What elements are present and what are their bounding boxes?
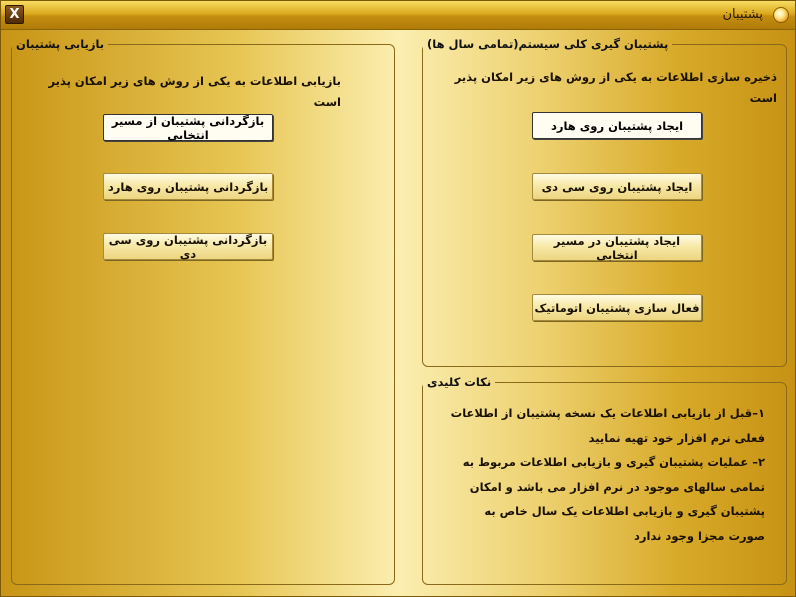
- title-bar: [1, 1, 795, 30]
- window-title: پشتیبان: [722, 7, 763, 22]
- key-points-notes: [445, 401, 765, 548]
- backup-to-hard-button[interactable]: ایجاد پشتیبان روی هارد: [532, 112, 702, 139]
- restore-from-cd-button[interactable]: بازگردانی پشتیبان روی سی دی: [103, 233, 273, 260]
- full-backup-description: ذخیره سازی اطلاعات به یکی از روش های زیر امکان پذیر است: [454, 70, 777, 105]
- app-icon: [773, 7, 789, 23]
- key-point-2: ۲– عملیات پشتیبان گیری و بازیابی اطلاعات مربوط به تمامی سالهای موجود در نرم افزار می باشد و امکان پشتیبان گیری و بازیابی اطلاعات یک سال خاص به صورت مجزا وجود ندارد: [462, 455, 765, 543]
- restore-legend: بازیابی پشتیبان: [16, 37, 105, 51]
- full-backup-legend: پشتیبان گیری کلی سیستم(تمامی سال ها): [427, 37, 669, 51]
- restore-description: بازیابی اطلاعات به یکی از روش های زیر امکان پذیر است: [48, 74, 341, 109]
- close-button[interactable]: X: [5, 5, 24, 24]
- backup-to-cd-button[interactable]: ایجاد پشتیبان روی سی دی: [532, 173, 702, 200]
- auto-backup-button[interactable]: فعال سازی پشتیبان اتوماتیک: [532, 294, 702, 321]
- key-points-legend: نکات کلیدی: [427, 375, 492, 389]
- backup-to-path-button[interactable]: ایجاد پشتیبان در مسیر انتخابی: [532, 234, 702, 261]
- key-point-1: ۱–قبل از بازیابی اطلاعات یک نسخه پشتیبان از اطلاعات فعلی نرم افزار خود تهیه نمایید: [450, 406, 765, 445]
- restore-from-path-button[interactable]: بازگردانی پشتیبان از مسیر انتخابی: [103, 114, 273, 141]
- restore-from-hard-button[interactable]: بازگردانی پشتیبان روی هارد: [103, 173, 273, 200]
